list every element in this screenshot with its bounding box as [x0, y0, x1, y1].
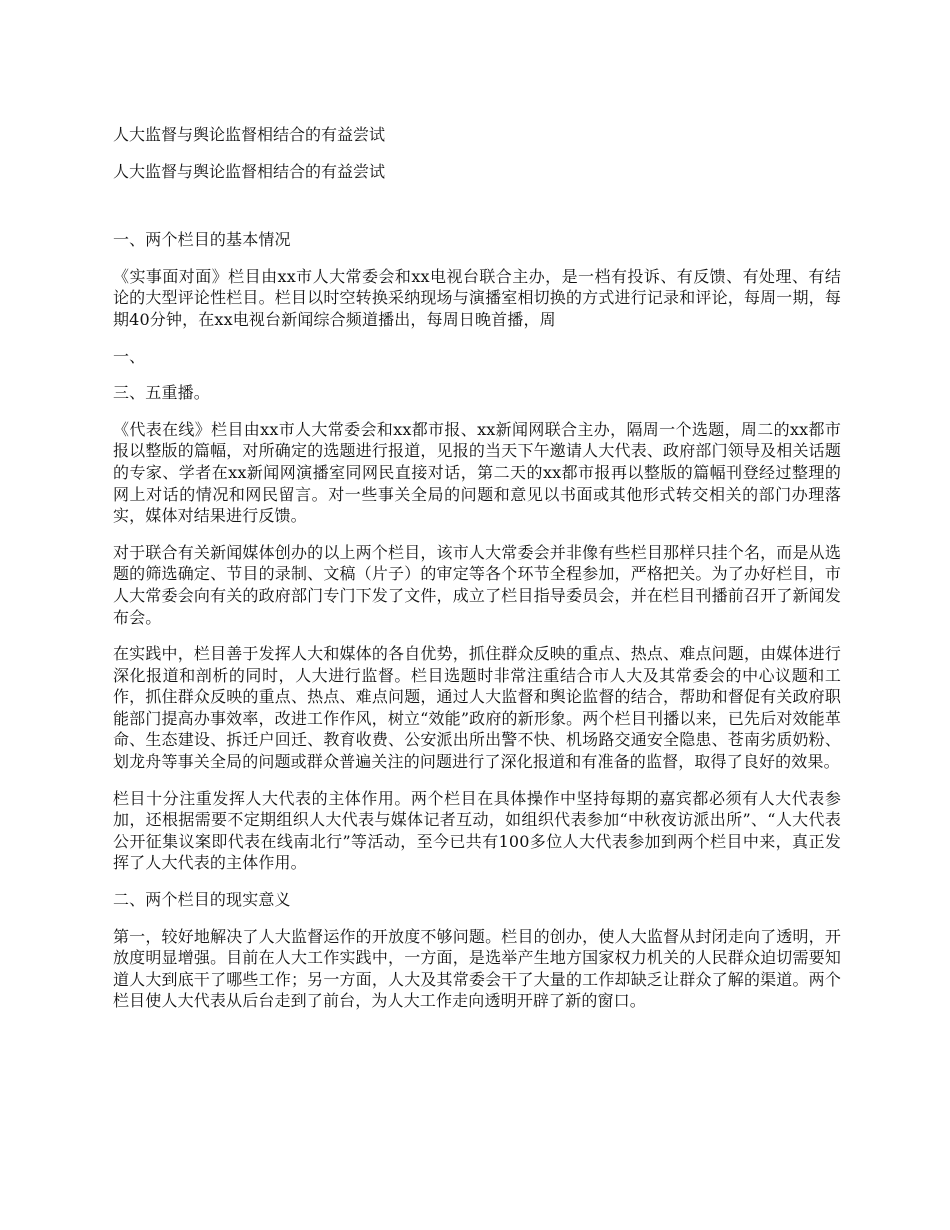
paragraph-daibiao-program: 《代表在线》栏目由xx市人大常委会和xx都市报、xx新闻网联合主办，隔周一个选题，周二的xx都市报以整版的篇幅，对所确定的选题进行报道，见报的当天下午邀请人大代表、政府部门领导及相关话题的专家、学者在xx新闻网演播室同网民直接对话，第二天的xx都市报再以整版的篇幅刊登经过整理的网上对话的情况和网民留言。对一些事关全局的问题和意见以书面或其他形式转交相关的部门办理落实，媒体对结果进行反馈。: [113, 419, 841, 526]
paragraph-shishi-program: 《实事面对面》栏目由xx市人大常委会和xx电视台联合主办，是一档有投诉、有反馈、有处理、有结论的大型评论性栏目。栏目以时空转换采纳现场与演播室相切换的方式进行记录和评论，每周一期，每期40分钟，在xx电视台新闻综合频道播出，每周日晚首播，周: [113, 266, 841, 329]
section-heading-basic-info: 一、两个栏目的基本情况: [113, 230, 291, 250]
document-subtitle: 人大监督与舆论监督相结合的有益尝试: [113, 161, 386, 181]
paragraph-deputies-role: 栏目十分注重发挥人大代表的主体作用。两个栏目在具体操作中坚持每期的嘉宾都必须有人大代表参加，还根据需要不定期组织人大代表与媒体记者互动，如组织代表参加“中秋夜访派出所”、“人大代表公开征集议案即代表在线南北行”等活动，至今已共有100多位人大代表参加到两个栏目中来，真正发挥了人大代表的主体作用。: [113, 788, 841, 873]
paragraph-fragment-one: 一、: [113, 346, 146, 366]
section-heading-significance: 二、两个栏目的现实意义: [113, 890, 291, 910]
paragraph-participation: 对于联合有关新闻媒体创办的以上两个栏目，该市人大常委会并非像有些栏目那样只挂个名，而是从选题的筛选确定、节目的录制、文稿（片子）的审定等各个环节全程参加，严格把关。为了办好栏目，市人大常委会向有关的政府部门专门下发了文件，成立了栏目指导委员会，并在栏目刊播前召开了新闻发布会。: [113, 542, 841, 627]
paragraph-practice: 在实践中，栏目善于发挥人大和媒体的各自优势，抓住群众反映的重点、热点、难点问题，由媒体进行深化报道和剖析的同时，人大进行监督。栏目选题时非常注重结合市人大及其常委会的中心议题和工作，抓住群众反映的重点、热点、难点问题，通过人大监督和舆论监督的结合，帮助和督促有关政府职能部门提高办事效率，改进工作作风，树立“效能”政府的新形象。两个栏目刊播以来，已先后对效能革命、生态建设、拆迁户回迁、教育收费、公安派出所出警不快、机场路交通安全隐患、苍南劣质奶粉、划龙舟等事关全局的问题或群众普遍关注的问题进行了深化报道和有准备的监督，取得了良好的效果。: [113, 644, 841, 772]
paragraph-fragment-rerun: 三、五重播。: [113, 383, 210, 403]
paragraph-first-significance: 第一，较好地解决了人大监督运作的开放度不够问题。栏目的创办，使人大监督从封闭走向了透明，开放度明显增强。目前在人大工作实践中，一方面，是选举产生地方国家权力机关的人民群众迫切需要知道人大到底干了哪些工作；另一方面，人大及其常委会干了大量的工作却缺乏让群众了解的渠道。两个栏目使人大代表从后台走到了前台，为人大工作走向透明开辟了新的窗口。: [113, 926, 841, 1011]
document-page: [113, 124, 841, 1027]
document-title: 人大监督与舆论监督相结合的有益尝试: [113, 125, 386, 144]
